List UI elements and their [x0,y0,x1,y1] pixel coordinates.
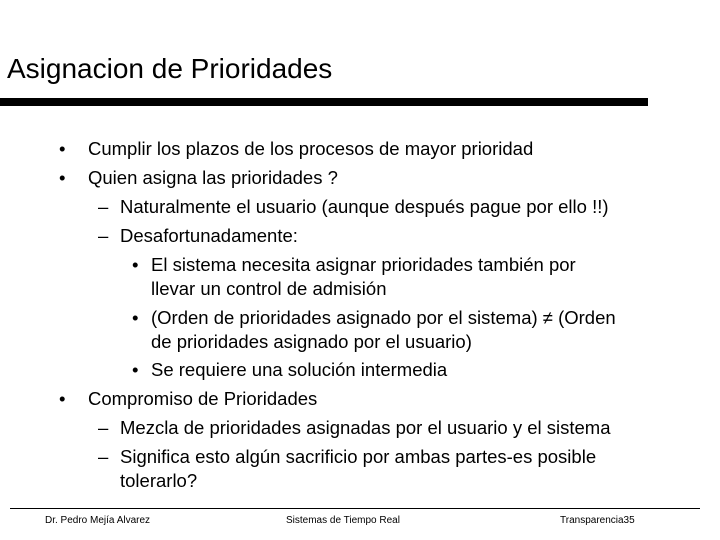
footer-author: Dr. Pedro Mejía Alvarez [45,515,151,526]
sub-sub-bullet-text: (Orden de prioridades asignado por el sistema) ≠ (Orden [151,307,616,328]
sub-bullet-marker: – [98,446,109,467]
bullet-marker: • [59,138,66,159]
slide-title: Asignacion de Prioridades [7,53,333,84]
footer-divider [10,508,700,509]
footer-course: Sistemas de Tiempo Real [286,515,400,526]
title-underline [0,98,648,106]
bullet-text: Cumplir los plazos de los procesos de mayor prioridad [88,138,534,159]
bullet-marker: • [59,388,66,409]
sub-sub-bullet-marker: • [132,307,139,328]
bullet-text: Compromiso de Prioridades [88,388,318,409]
sub-sub-bullet-marker: • [132,359,139,380]
sub-sub-bullet-text-continuation: llevar un control de admisión [151,278,387,299]
sub-bullet-marker: – [98,196,109,217]
sub-bullet-text: Naturalmente el usuario (aunque después pague por ello !!) [120,196,609,217]
sub-bullet-text-continuation: tolerarlo? [120,470,198,491]
sub-sub-bullet-text: El sistema necesita asignar prioridades también por [151,254,576,275]
sub-sub-bullet-marker: • [132,254,139,275]
bullet-marker: • [59,167,66,188]
sub-bullet-text: Significa esto algún sacrificio por ambas partes-es posible [120,446,597,467]
footer-page-number: Transparencia35 [560,515,635,526]
sub-sub-bullet-text: Se requiere una solución intermedia [151,359,448,380]
sub-bullet-marker: – [98,225,109,246]
sub-bullet-text: Mezcla de prioridades asignadas por el usuario y el sistema [120,417,611,438]
sub-bullet-text: Desafortunadamente: [120,225,298,246]
sub-bullet-marker: – [98,417,109,438]
bullet-text: Quien asigna las prioridades ? [88,167,338,188]
sub-sub-bullet-text-continuation: de prioridades asignado por el usuario) [151,331,472,352]
